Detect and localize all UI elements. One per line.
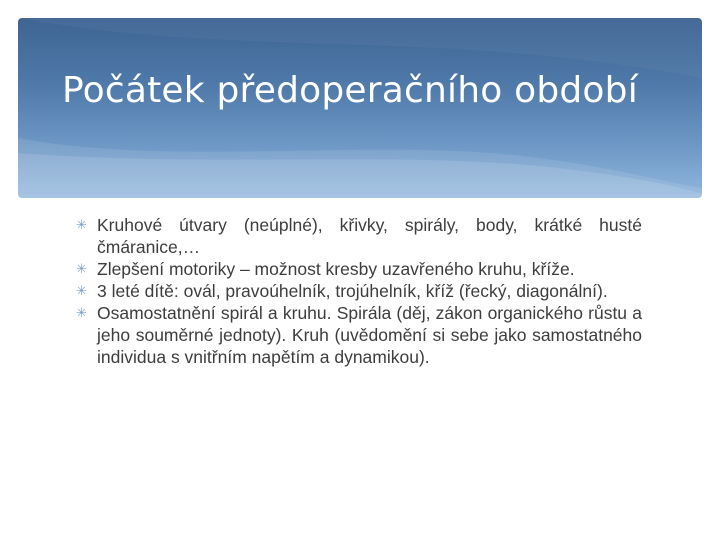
bullet-asterisk-icon: ✳ [76, 283, 87, 298]
bullet-text: Osamostatnění spirál a kruhu. Spirála (děj, zákon organického růstu a jeho souměrné jednoty). Kruh (uvědomění si sebe jako samostatného individua s vnitřním napětím a dynamikou). [97, 303, 642, 367]
bullet-asterisk-icon: ✳ [76, 305, 87, 320]
bullet-asterisk-icon: ✳ [76, 217, 87, 232]
bullet-asterisk-icon: ✳ [76, 261, 87, 276]
bullet-list [76, 214, 642, 368]
slide-title: Počátek předoperačního období [62, 70, 638, 111]
bullet-text: Zlepšení motoriky – možnost kresby uzavřeného kruhu, kříže. [97, 259, 575, 279]
title-banner [18, 18, 702, 198]
list-item [76, 280, 642, 302]
list-item [76, 214, 642, 258]
list-item [76, 302, 642, 368]
bullet-text: Kruhové útvary (neúplné), křivky, spirály, body, krátké husté čmáranice,… [97, 215, 642, 257]
bullet-text: 3 leté dítě: ovál, pravoúhelník, trojúhelník, kříž (řecký, diagonální). [97, 281, 608, 301]
list-item [76, 258, 642, 280]
